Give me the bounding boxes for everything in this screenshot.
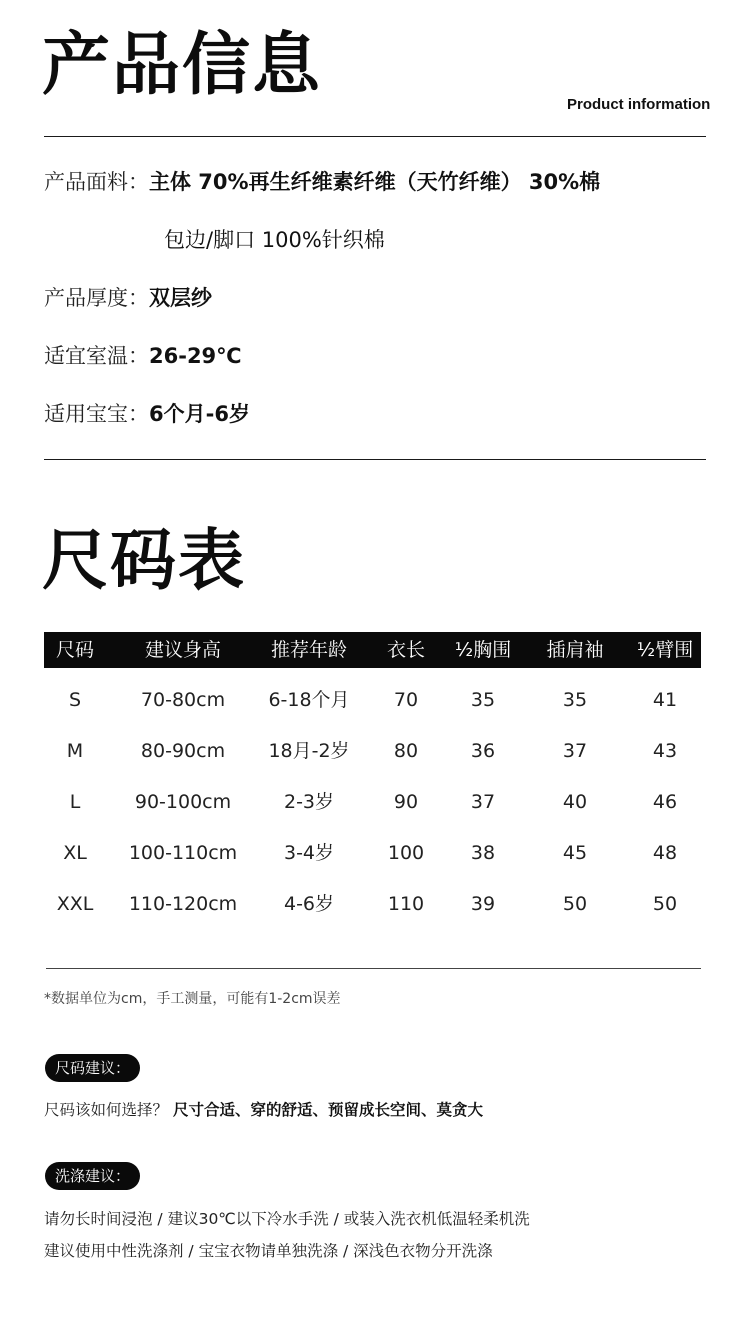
wash-advice-badge: 洗涤建议：	[45, 1162, 140, 1190]
thickness-row	[44, 284, 212, 312]
fabric-row	[44, 168, 600, 196]
fabric-row-2	[164, 226, 385, 254]
temperature-label: 适宜室温：	[44, 344, 149, 368]
temperature-value: 26-29℃	[149, 344, 242, 368]
product-info-subtitle: Product information	[567, 96, 711, 113]
cell-size: XXL	[56, 893, 94, 915]
cell-size: S	[68, 689, 82, 711]
temperature-row	[44, 342, 242, 370]
fabric-value-2: 包边/脚口 100%针织棉	[164, 228, 385, 252]
cell-size: XL	[63, 842, 87, 864]
header-arm: ½臂围	[636, 639, 694, 661]
cell-chest: 35	[470, 689, 496, 711]
divider	[46, 968, 701, 969]
cell-height: 90-100cm	[134, 791, 232, 813]
age-row	[44, 400, 250, 428]
fabric-value: 主体 70%再生纤维素纤维（天竹纤维） 30%棉	[149, 170, 601, 194]
cell-size: L	[69, 791, 81, 813]
header-height: 建议身高	[144, 639, 222, 661]
header-sleeve: 插肩袖	[546, 639, 604, 661]
cell-arm: 46	[652, 791, 678, 813]
header-age: 推荐年龄	[270, 639, 348, 661]
divider	[44, 136, 706, 137]
wash-advice-line-1: 请勿长时间浸泡 / 建议30℃以下冷水手洗 / 或装入洗衣机低温轻柔机洗	[44, 1210, 530, 1228]
cell-sleeve: 50	[562, 893, 588, 915]
cell-chest: 38	[470, 842, 496, 864]
thickness-label: 产品厚度：	[44, 286, 149, 310]
cell-chest: 39	[470, 893, 496, 915]
product-info-title: 产品信息	[42, 26, 323, 105]
cell-height: 100-110cm	[128, 842, 238, 864]
cell-length: 90	[393, 791, 419, 813]
cell-height: 70-80cm	[140, 689, 226, 711]
divider	[44, 459, 706, 460]
cell-arm: 41	[652, 689, 678, 711]
cell-length: 110	[387, 893, 425, 915]
cell-length: 80	[393, 740, 419, 762]
cell-age: 6-18个月	[268, 689, 350, 711]
header-size: 尺码	[55, 639, 95, 661]
cell-sleeve: 37	[562, 740, 588, 762]
size-advice-text	[44, 1099, 483, 1121]
cell-height: 110-120cm	[128, 893, 238, 915]
cell-chest: 36	[470, 740, 496, 762]
cell-size: M	[66, 740, 84, 762]
cell-age: 3-4岁	[283, 842, 335, 864]
cell-sleeve: 35	[562, 689, 588, 711]
cell-chest: 37	[470, 791, 496, 813]
cell-arm: 48	[652, 842, 678, 864]
cell-height: 80-90cm	[140, 740, 226, 762]
thickness-value: 双层纱	[149, 286, 212, 310]
header-length: 衣长	[386, 639, 426, 661]
size-chart-title: 尺码表	[42, 522, 246, 599]
cell-age: 18月-2岁	[268, 740, 350, 762]
age-label: 适用宝宝：	[44, 402, 149, 426]
cell-sleeve: 40	[562, 791, 588, 813]
size-advice-answer: 尺寸合适、穿的舒适、预留成长空间、莫贪大	[172, 1101, 483, 1119]
size-advice-question: 尺码该如何选择？	[44, 1101, 169, 1119]
wash-advice-line-2: 建议使用中性洗涤剂 / 宝宝衣物请单独洗涤 / 深浅色衣物分开洗涤	[44, 1242, 493, 1260]
size-advice-badge: 尺码建议：	[45, 1054, 140, 1082]
cell-arm: 50	[652, 893, 678, 915]
fabric-label: 产品面料：	[44, 170, 149, 194]
cell-length: 100	[387, 842, 425, 864]
cell-arm: 43	[652, 740, 678, 762]
size-table-body	[44, 688, 701, 918]
size-table-header	[44, 632, 701, 668]
cell-age: 4-6岁	[283, 893, 335, 915]
age-value: 6个月-6岁	[149, 402, 250, 426]
cell-age: 2-3岁	[283, 791, 335, 813]
cell-length: 70	[393, 689, 419, 711]
cell-sleeve: 45	[562, 842, 588, 864]
header-chest: ½胸围	[454, 639, 512, 661]
measurement-note: *数据单位为cm，手工测量，可能有1-2cm误差	[44, 991, 341, 1007]
